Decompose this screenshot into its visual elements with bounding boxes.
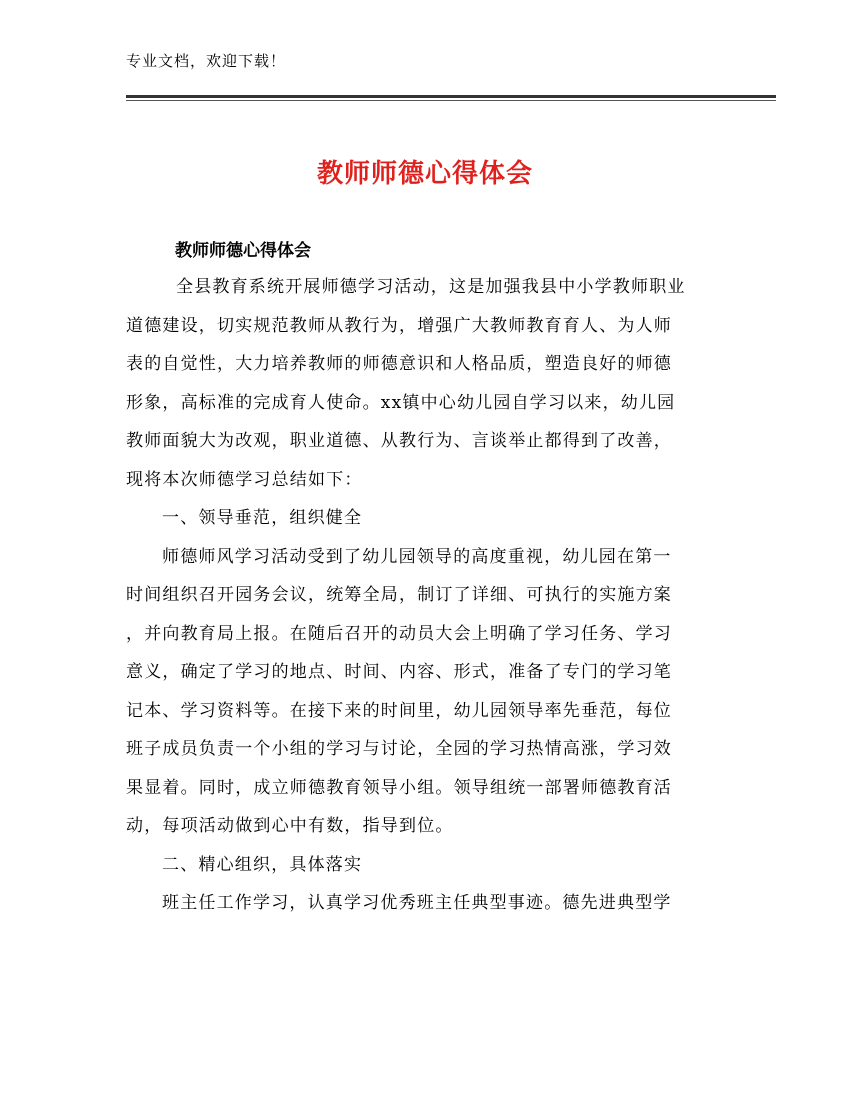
document-body	[126, 268, 726, 923]
section-heading: 一、领导垂范，组织健全	[162, 508, 363, 528]
paragraph-line: 教师面貌大为改观，职业道德、从教行为、言谈举止都得到了改善，	[126, 431, 672, 451]
paragraph-line: 意义，确定了学习的地点、时间、内容、形式，准备了专门的学习笔	[126, 662, 672, 682]
paragraph-line: 师德师风学习活动受到了幼儿园领导的高度重视，幼儿园在第一	[162, 546, 672, 567]
document-title: 教师师德心得体会	[316, 159, 533, 189]
paragraph-line: 动，每项活动做到心中有数，指导到位。	[126, 816, 454, 836]
paragraph-line: 班主任工作学习，认真学习优秀班主任典型事迹。德先进典型学	[162, 893, 672, 913]
section-heading: 二、精心组织，具体落实	[162, 854, 363, 875]
paragraph-line: 全县教育系统开展师德学习活动，这是加强我县中小学教师职业	[176, 277, 686, 297]
header-divider-thin	[126, 100, 776, 101]
paragraph-line: 果显着。同时，成立师德教育领导小组。领导组统一部署师德教育活	[126, 777, 672, 798]
paragraph-line: ，并向教育局上报。在随后召开的动员大会上明确了学习任务、学习	[126, 623, 672, 644]
paragraph-line: 记本、学习资料等。在接下来的时间里，幼儿园领导率先垂范，每位	[126, 700, 672, 721]
header-divider-thick	[126, 95, 776, 98]
paragraph-line: 时间组织召开园务会议，统筹全局，制订了详细、可执行的实施方案	[126, 585, 672, 605]
header-divider	[126, 95, 776, 102]
page-header-text: 专业文档，欢迎下载！	[126, 52, 287, 70]
paragraph-line: 道德建设，切实规范教师从教行为，增强广大教师教育育人、为人师	[126, 315, 672, 336]
paragraph-line: 形象，高标准的完成育人使命。xx镇中心幼儿园自学习以来，幼儿园	[126, 392, 676, 413]
paragraph-line: 现将本次师德学习总结如下：	[126, 469, 363, 490]
paragraph-line: 表的自觉性，大力培养教师的师德意识和人格品质，塑造良好的师德	[126, 354, 672, 374]
paragraph-line: 班子成员负责一个小组的学习与讨论，全园的学习热情高涨，学习效	[126, 739, 672, 759]
document-subtitle: 教师师德心得体会	[175, 241, 311, 261]
